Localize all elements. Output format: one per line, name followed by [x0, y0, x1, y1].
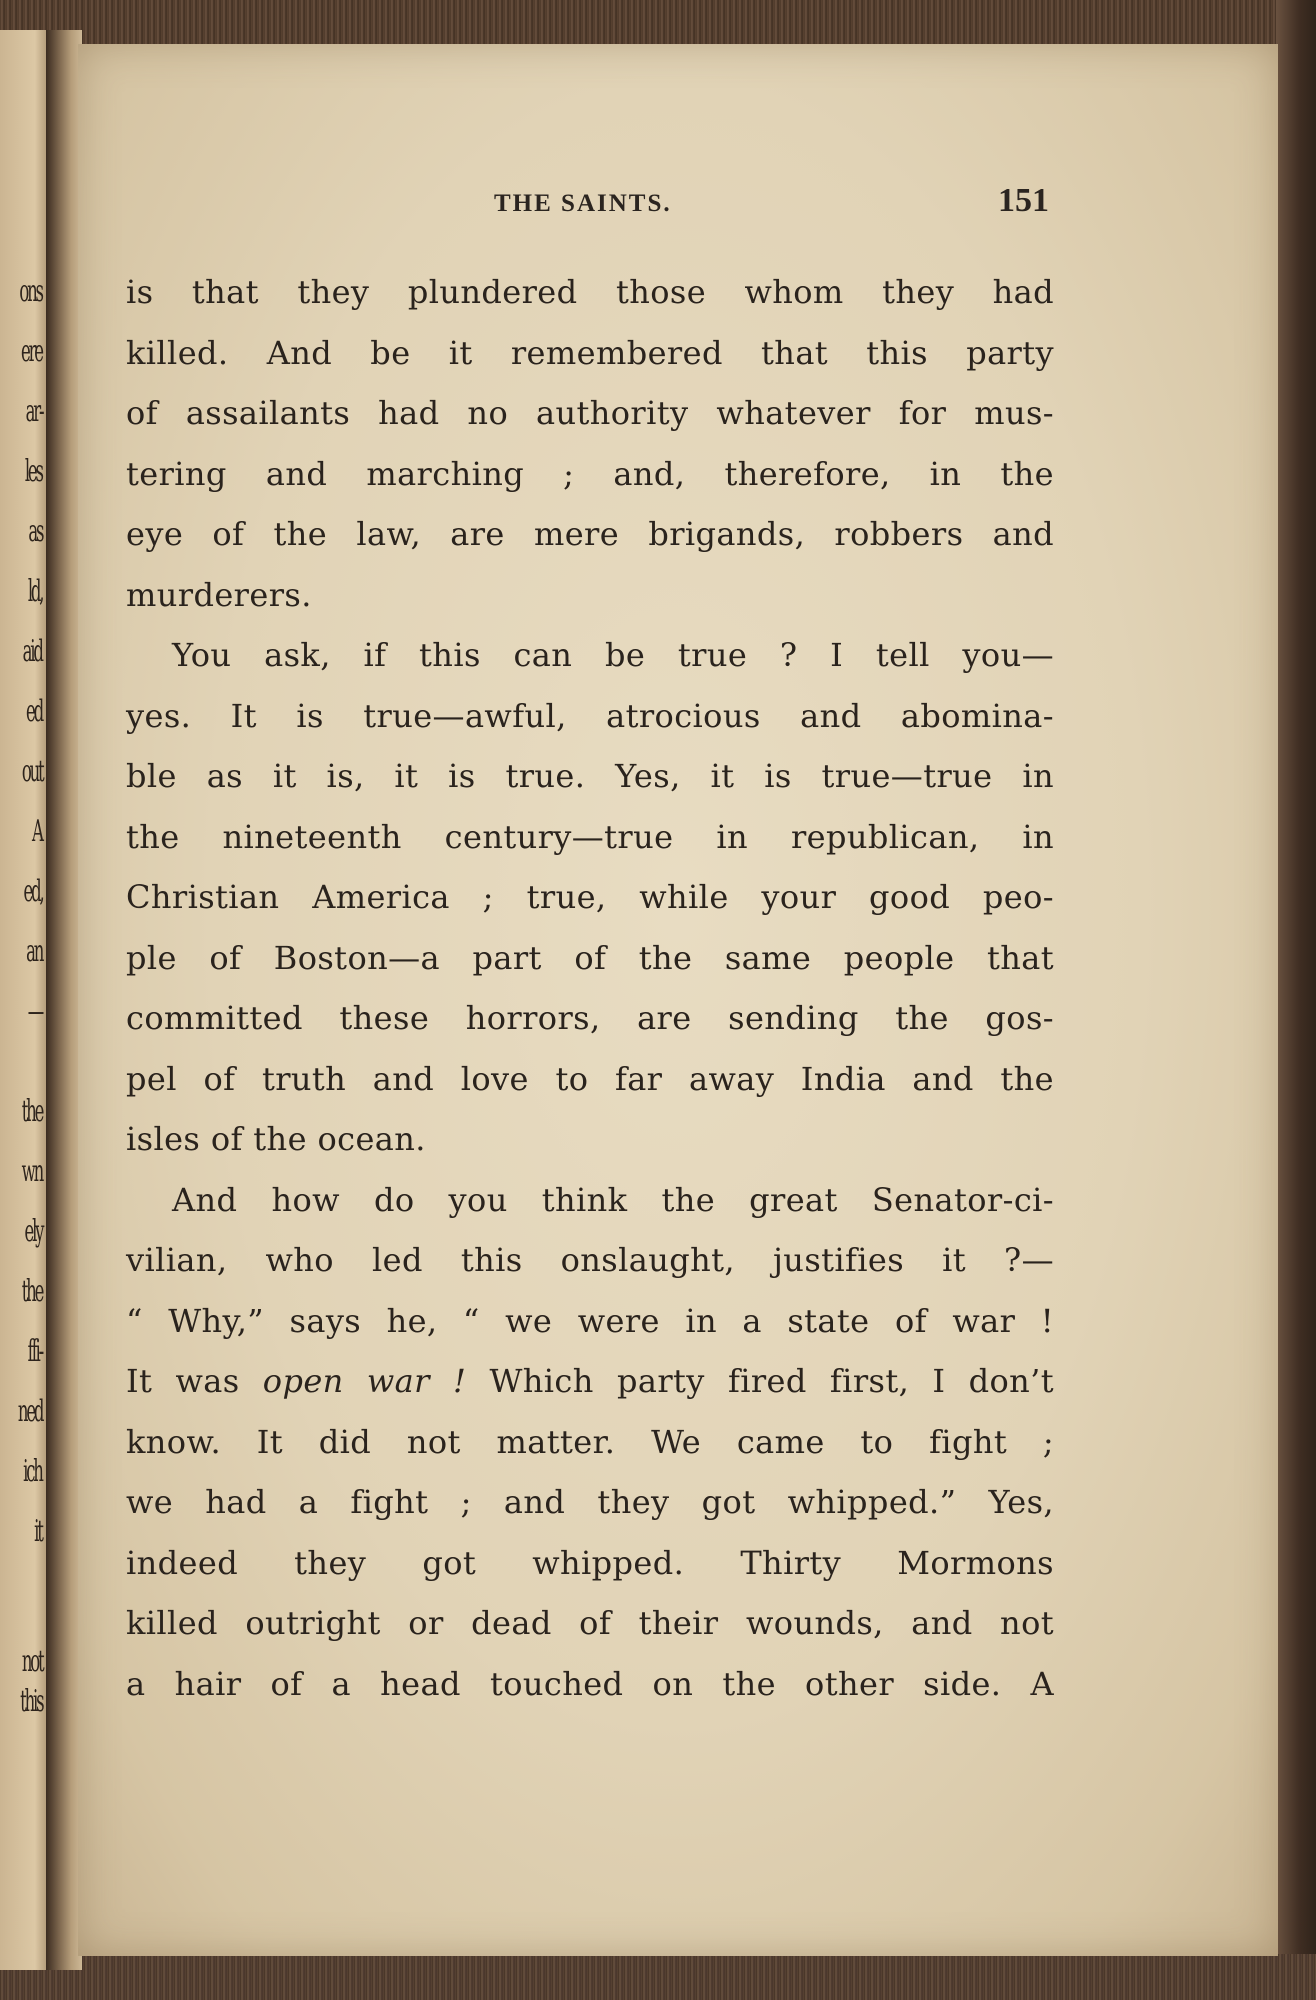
previous-page-fragment: wn	[21, 1154, 42, 1189]
previous-page-fragment: as	[28, 514, 42, 549]
previous-page-edge	[0, 30, 50, 1970]
text-line	[126, 1351, 1054, 1412]
text-line: is that they plundered those whom they had	[126, 273, 1054, 311]
text-line: vilian, who led this onslaught, justifies it ?—	[126, 1241, 1054, 1279]
text-line: isles of the ocean.	[126, 1120, 426, 1158]
text-line: of assailants had no authority whatever for mus-	[126, 394, 1054, 432]
book-gutter	[46, 30, 82, 1970]
previous-page-fragment: ely	[24, 1214, 42, 1249]
previous-page-fragment: the	[21, 1094, 42, 1129]
previous-page-fragment: ld,	[27, 574, 42, 609]
paragraph	[126, 262, 1054, 625]
text-line: killed outright or dead of their wounds, and not	[126, 1604, 1054, 1642]
previous-page-fragment: les	[25, 454, 42, 489]
text-segment: It was	[126, 1362, 263, 1400]
previous-page-fragment: not	[21, 1644, 42, 1679]
previous-page-fragment: A	[32, 814, 42, 849]
text-line: tering and marching ; and, therefore, in the	[126, 454, 1054, 493]
previous-page-fragment: aid	[22, 634, 42, 669]
text-line: pel of truth and love to far away India and the	[126, 1059, 1054, 1098]
paragraph	[126, 1170, 1054, 1715]
text-line: “ Why,” says he, “ we were in a state of war !	[126, 1301, 1054, 1340]
italic-emphasis: open war !	[262, 1362, 467, 1400]
previous-page-fragment: an	[25, 934, 42, 969]
previous-page-fragment: the	[21, 1274, 42, 1309]
previous-page-fragment: ffi-	[27, 1334, 42, 1369]
previous-page-fragment: ich	[23, 1454, 42, 1489]
running-title: THE SAINTS.	[494, 190, 672, 217]
text-line: we had a fight ; and they got whipped.” Yes,	[126, 1483, 1054, 1521]
paragraph	[126, 625, 1054, 1170]
previous-page-fragment: it	[34, 1514, 42, 1549]
text-line: ble as it is, it is true. Yes, it is true—true in	[126, 757, 1054, 795]
text-line: indeed they got whipped. Thirty Mormons	[126, 1543, 1054, 1582]
text-line: a hair of a head touched on the other side. A	[126, 1664, 1054, 1703]
previous-page-fragment: ere	[21, 334, 42, 369]
text-line: You ask, if this can be true ? I tell you—	[172, 636, 1054, 674]
text-line: And how do you think the great Senator-ci-	[172, 1180, 1054, 1219]
text-line: know. It did not matter. We came to fight ;	[126, 1422, 1054, 1461]
previous-page-fragment: out	[21, 754, 42, 789]
text-line: yes. It is true—awful, atrocious and abomina-	[126, 696, 1054, 735]
previous-page-fragment: ar-	[25, 394, 42, 429]
previous-page-fragment: —	[27, 994, 42, 1029]
text-line: murderers.	[126, 575, 312, 614]
text-segment: Which party fired first, I don’t	[466, 1362, 1054, 1400]
book-cover-right-edge	[1276, 0, 1316, 2000]
page-number: 151	[998, 182, 1049, 219]
previous-page-fragment: ons	[19, 274, 42, 309]
text-line: the nineteenth century—true in republican, in	[126, 817, 1054, 856]
text-line: Christian America ; true, while your good peo-	[126, 878, 1054, 916]
book-cover-top-edge	[0, 0, 1316, 50]
previous-page-fragment: ed,	[23, 874, 42, 909]
book-cover-bottom-edge	[0, 1954, 1316, 2000]
text-line: killed. And be it remembered that this party	[126, 333, 1054, 372]
previous-page-fragment: ned	[17, 1394, 42, 1429]
text-line: eye of the law, are mere brigands, robbers and	[126, 515, 1054, 553]
previous-page-fragment: ed	[26, 694, 42, 729]
book-page	[78, 44, 1278, 1956]
previous-page-fragment: this	[19, 1684, 42, 1719]
page-body-text	[126, 262, 1054, 1714]
text-line: ple of Boston—a part of the same people that	[126, 938, 1054, 977]
text-line: committed these horrors, are sending the gos-	[126, 999, 1054, 1037]
